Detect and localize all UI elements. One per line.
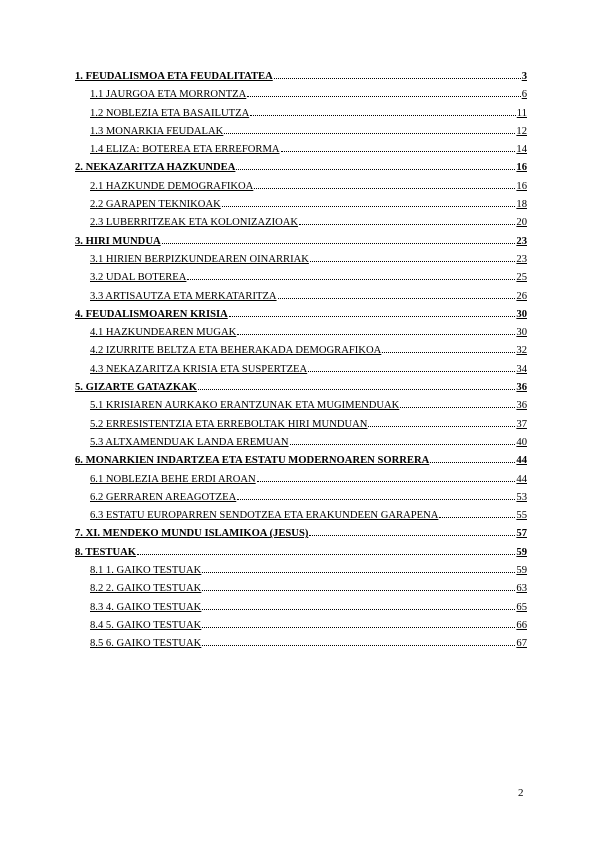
dot-leader xyxy=(308,371,515,372)
toc-entry-title: 3.1 HIRIEN BERPIZKUNDEAREN OINARRIAK xyxy=(90,253,309,265)
toc-entry-page: 40 xyxy=(516,436,527,448)
toc-entry-title: 4.1 HAZKUNDEAREN MUGAK xyxy=(90,327,237,339)
toc-entry-page: 20 xyxy=(516,217,527,229)
toc-entry-title: 5.2 ERRESISTENTZIA ETA ERREBOLTAK HIRI MUNDUAN xyxy=(90,418,368,430)
dot-leader xyxy=(202,590,515,591)
toc-entry-page: 16 xyxy=(516,180,527,192)
toc-entry-title: 3.3 ARTISAUTZA ETA MERKATARITZA xyxy=(90,290,277,302)
toc-entry-title: 5.3 ALTXAMENDUAK LANDA EREMUAN xyxy=(90,436,289,448)
dot-leader xyxy=(257,481,516,482)
toc-subsection-link[interactable] xyxy=(75,474,527,492)
toc-entry-title: 2.2 GARAPEN TEKNIKOAK xyxy=(90,199,221,211)
dot-leader xyxy=(202,645,515,646)
toc-entry-title: 1. FEUDALISMOA ETA FEUDALITATEA xyxy=(75,71,273,82)
dot-leader xyxy=(278,298,516,299)
toc-subsection-link[interactable] xyxy=(75,510,527,528)
toc-subsection-link[interactable] xyxy=(75,272,527,290)
toc-entry-page: 6 xyxy=(521,89,527,101)
toc-entry-title: 8.4 5. GAIKO TESTUAK xyxy=(90,619,202,631)
toc-entry-title: 1.4 ELIZA: BOTEREA ETA ERREFORMA xyxy=(90,144,280,156)
toc-entry-title: 1.2 NOBLEZIA ETA BASAILUTZA xyxy=(90,107,250,119)
dot-leader xyxy=(202,572,515,573)
toc-subsection-link[interactable] xyxy=(75,583,527,601)
toc-entry-title: 6.2 GERRAREN AREAGOTZEA xyxy=(90,491,237,503)
toc-entry-page: 32 xyxy=(516,345,527,357)
dot-leader xyxy=(229,316,516,317)
dot-leader xyxy=(382,352,515,353)
toc-subsection-link[interactable] xyxy=(75,492,527,510)
toc-subsection-link[interactable] xyxy=(75,126,527,144)
dot-leader xyxy=(224,133,515,134)
dot-leader xyxy=(162,243,516,244)
toc-entry-title: 1.1 JAURGOA ETA MORRONTZA xyxy=(90,89,247,101)
dot-leader xyxy=(187,279,515,280)
toc-section-link[interactable] xyxy=(75,528,527,546)
toc-entry-page: 57 xyxy=(516,528,527,540)
toc-entry-title: 6.1 NOBLEZIA BEHE ERDI AROAN xyxy=(90,473,256,485)
dot-leader xyxy=(400,407,515,408)
toc-entry-page: 34 xyxy=(516,363,527,375)
dot-leader xyxy=(430,462,515,463)
toc-entry-page: 36 xyxy=(516,400,527,412)
toc-subsection-link[interactable] xyxy=(75,217,527,235)
toc-entry-page: 16 xyxy=(516,162,527,174)
toc-entry-title: 5. GIZARTE GATAZKAK xyxy=(75,382,197,394)
dot-leader xyxy=(237,334,515,335)
dot-leader xyxy=(137,554,515,555)
dot-leader xyxy=(222,206,516,207)
toc-entry-title: 8.2 2. GAIKO TESTUAK xyxy=(90,583,202,595)
dot-leader xyxy=(198,389,515,390)
toc-entry-page: 67 xyxy=(516,638,527,650)
toc-subsection-link[interactable] xyxy=(75,565,527,583)
toc-subsection-link[interactable] xyxy=(75,144,527,162)
toc-entry-title: 4.2 IZURRITE BELTZA ETA BEHERAKADA DEMOGRAFIKOA xyxy=(90,345,382,357)
toc-entry-title: 2.1 HAZKUNDE DEMOGRAFIKOA xyxy=(90,180,254,192)
dot-leader xyxy=(368,426,515,427)
toc-entry-page: 55 xyxy=(516,510,527,522)
toc-entry-title: 8.5 6. GAIKO TESTUAK xyxy=(90,638,202,650)
toc-section-link[interactable] xyxy=(75,382,527,400)
toc-section-link[interactable] xyxy=(75,162,527,180)
toc-subsection-link[interactable] xyxy=(75,602,527,620)
dot-leader xyxy=(237,499,515,500)
toc-entry-page: 44 xyxy=(516,473,527,485)
toc-entry-page: 18 xyxy=(516,199,527,211)
toc-subsection-link[interactable] xyxy=(75,437,527,455)
toc-entry-page: 65 xyxy=(516,601,527,613)
toc-entry-page: 36 xyxy=(516,382,527,394)
toc-entry-title: 8.3 4. GAIKO TESTUAK xyxy=(90,601,202,613)
table-of-contents xyxy=(75,71,527,657)
toc-entry-title: 6. MONARKIEN INDARTZEA ETA ESTATU MODERNOAREN SORRERA xyxy=(75,455,430,467)
dot-leader xyxy=(202,627,515,628)
dot-leader xyxy=(439,517,515,518)
toc-subsection-link[interactable] xyxy=(75,400,527,418)
toc-section-link[interactable] xyxy=(75,309,527,327)
dot-leader xyxy=(310,261,515,262)
toc-subsection-link[interactable] xyxy=(75,89,527,107)
toc-entry-page: 12 xyxy=(516,125,527,137)
toc-section-link[interactable] xyxy=(75,455,527,473)
toc-entry-title: 6.3 ESTATU EUROPARREN SENDOTZEA ETA ERAKUNDEEN GARAPENA xyxy=(90,510,439,522)
toc-entry-title: 3. HIRI MUNDUA xyxy=(75,235,161,247)
toc-entry-title: 4.3 NEKAZARITZA KRISIA ETA SUSPERTZEA xyxy=(90,363,308,375)
dot-leader xyxy=(236,169,515,170)
toc-entry-page: 30 xyxy=(516,327,527,339)
toc-entry-page: 14 xyxy=(516,144,527,156)
toc-subsection-link[interactable] xyxy=(75,345,527,363)
dot-leader xyxy=(202,609,515,610)
dot-leader xyxy=(247,96,520,97)
toc-subsection-link[interactable] xyxy=(75,620,527,638)
toc-entry-page: 53 xyxy=(516,491,527,503)
toc-entry-page: 3 xyxy=(521,71,527,82)
toc-entry-page: 25 xyxy=(516,272,527,284)
page-number: 2 xyxy=(518,787,524,799)
toc-entry-page: 37 xyxy=(516,418,527,430)
dot-leader xyxy=(309,535,515,536)
toc-entry-page: 23 xyxy=(516,235,527,247)
toc-entry-page: 26 xyxy=(516,290,527,302)
toc-entry-page: 11 xyxy=(516,107,527,119)
dot-leader xyxy=(274,78,521,79)
toc-subsection-link[interactable] xyxy=(75,419,527,437)
toc-subsection-link[interactable] xyxy=(75,254,527,272)
toc-subsection-link[interactable] xyxy=(75,638,527,656)
toc-section-link[interactable] xyxy=(75,236,527,254)
toc-section-link[interactable] xyxy=(75,71,527,89)
toc-subsection-link[interactable] xyxy=(75,108,527,126)
toc-entry-title: 2.3 LUBERRITZEAK ETA KOLONIZAZIOAK xyxy=(90,217,299,229)
toc-entry-title: 7. XI. MENDEKO MUNDU ISLAMIKOA (JESUS) xyxy=(75,528,309,540)
toc-entry-title: 8.1 1. GAIKO TESTUAK xyxy=(90,565,202,577)
toc-subsection-link[interactable] xyxy=(75,199,527,217)
toc-subsection-link[interactable] xyxy=(75,327,527,345)
toc-entry-page: 44 xyxy=(516,455,527,467)
toc-subsection-link[interactable] xyxy=(75,364,527,382)
toc-entry-page: 30 xyxy=(516,308,527,320)
toc-entry-title: 5.1 KRISIAREN AURKAKO ERANTZUNAK ETA MUGIMENDUAK xyxy=(90,400,400,412)
toc-subsection-link[interactable] xyxy=(75,291,527,309)
toc-entry-title: 4. FEUDALISMOAREN KRISIA xyxy=(75,308,228,320)
toc-entry-title: 2. NEKAZARITZA HAZKUNDEA xyxy=(75,162,236,174)
toc-section-link[interactable] xyxy=(75,547,527,565)
dot-leader xyxy=(290,444,516,445)
toc-entry-title: 8. TESTUAK xyxy=(75,546,137,558)
toc-entry-page: 23 xyxy=(516,253,527,265)
dot-leader xyxy=(254,188,515,189)
toc-subsection-link[interactable] xyxy=(75,181,527,199)
toc-entry-page: 66 xyxy=(516,619,527,631)
dot-leader xyxy=(250,115,516,116)
dot-leader xyxy=(299,224,515,225)
toc-entry-page: 63 xyxy=(516,583,527,595)
toc-entry-page: 59 xyxy=(516,546,527,558)
dot-leader xyxy=(281,151,516,152)
toc-entry-title: 1.3 MONARKIA FEUDALAK xyxy=(90,125,224,137)
toc-entry-title: 3.2 UDAL BOTEREA xyxy=(90,272,187,284)
toc-entry-page: 59 xyxy=(516,565,527,577)
